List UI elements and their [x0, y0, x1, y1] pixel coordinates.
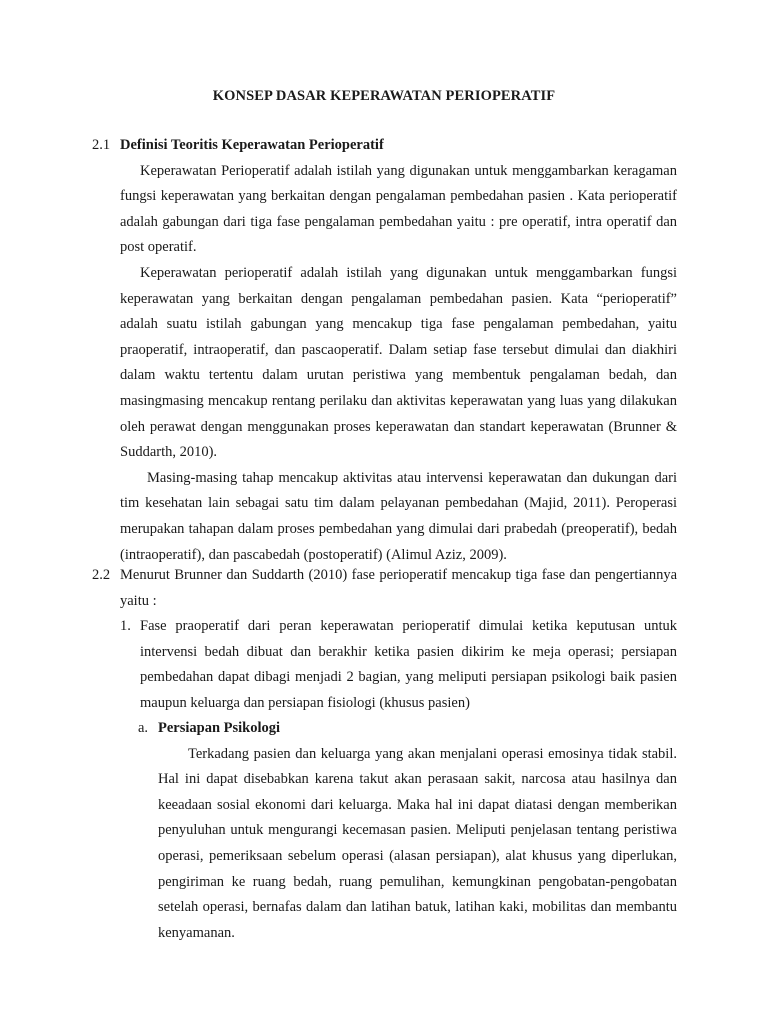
- sub-item-heading: Persiapan Psikologi: [158, 720, 281, 736]
- paragraph-1: Keperawatan Perioperatif adalah istilah yang digunakan untuk menggambarkan keragaman fungsi keperawatan yang berkaitan dengan pengalaman pembedahan pasien . Kata perioperatif adalah gabungan dari tiga fase pengalaman pembedahan yaitu : pre operatif, intra operatif dan post operatif.: [120, 162, 677, 256]
- list-item-1: [120, 614, 677, 716]
- list-marker: 1.: [120, 618, 131, 634]
- section-heading: Definisi Teoritis Keperawatan Perioperatif: [120, 137, 384, 153]
- section-number: 2.1: [92, 137, 111, 153]
- document-title: KONSEP DASAR KEPERAWATAN PERIOPERATIF: [212, 88, 556, 104]
- section-2-1: [92, 133, 677, 568]
- paragraph-2: Keperawatan perioperatif adalah istilah yang digunakan untuk menggambarkan fungsi keperawatan yang berkaitan dengan pengalaman pembedahan pasien. Kata “perioperatif” adalah suatu istilah gabungan yang mencakup tiga fase pengalaman pembedahan, yaitu praoperatif, intraoperatif, dan pascaoperatif. Dalam setiap fase tersebut dimulai dan diakhiri dalam waktu tertentu dalam urutan peristiwa yang membentuk pengalaman bedah, dan masingmasing mencakup rentang perilaku dan aktivitas keperawatan yang luas yang dilakukan oleh perawat dengan menggunakan proses keperawatan dan standart keperawatan (Brunner & Suddarth, 2010).: [120, 264, 677, 461]
- section-2-2: [92, 563, 677, 614]
- list-item-text: Fase praoperatif dari peran keperawatan perioperatif dimulai ketika keputusan untuk intervensi bedah dibuat dan berakhir ketika pasien dikirim ke meja operasi; persiapan pembedahan dapat dibagi menjadi 2 bagian, yang meliputi persiapan psikologi baik pasien maupun keluarga dan persiapan fisiologi (khusus pasien): [140, 618, 677, 711]
- sub-item-a: [138, 716, 677, 946]
- section-number: 2.2: [92, 567, 111, 583]
- sub-item-text: Terkadang pasien dan keluarga yang akan menjalani operasi emosinya tidak stabil. Hal ini dapat disebabkan karena takut akan perasaan sakit, narcosa atau hasilnya dan keeadaan sosial ekonomi dari keluarga. Maka hal ini dapat diatasi dengan memberikan penyuluhan untuk mengurangi kecemasan pasien. Meliputi penjelasan tentang peristiwa operasi, pemeriksaan sebelum operasi (alasan persiapan), alat khusus yang diperlukan, pengiriman ke ruang bedah, ruang pemulihan, kemungkinan pengobatan-pengobatan setelah operasi, bernafas dalam dan latihan batuk, latihan kaki, mobilitas dan membantu kenyamanan.: [158, 745, 677, 941]
- paragraph-3: Masing-masing tahap mencakup aktivitas atau intervensi keperawatan dan dukungan dari tim kesehatan lain sebagai satu tim dalam pelayanan pembedahan (Majid, 2011). Peroperasi merupakan tahapan dalam proses pembedahan yang dimulai dari prabedah (preoperatif), bedah (intraoperatif), dan pascabedah (postoperatif) (Alimul Aziz, 2009).: [120, 469, 677, 563]
- section-2-2-text: Menurut Brunner dan Suddarth (2010) fase perioperatif mencakup tiga fase dan pengertiannya yaitu :: [120, 567, 677, 609]
- sub-item-marker: a.: [138, 720, 149, 736]
